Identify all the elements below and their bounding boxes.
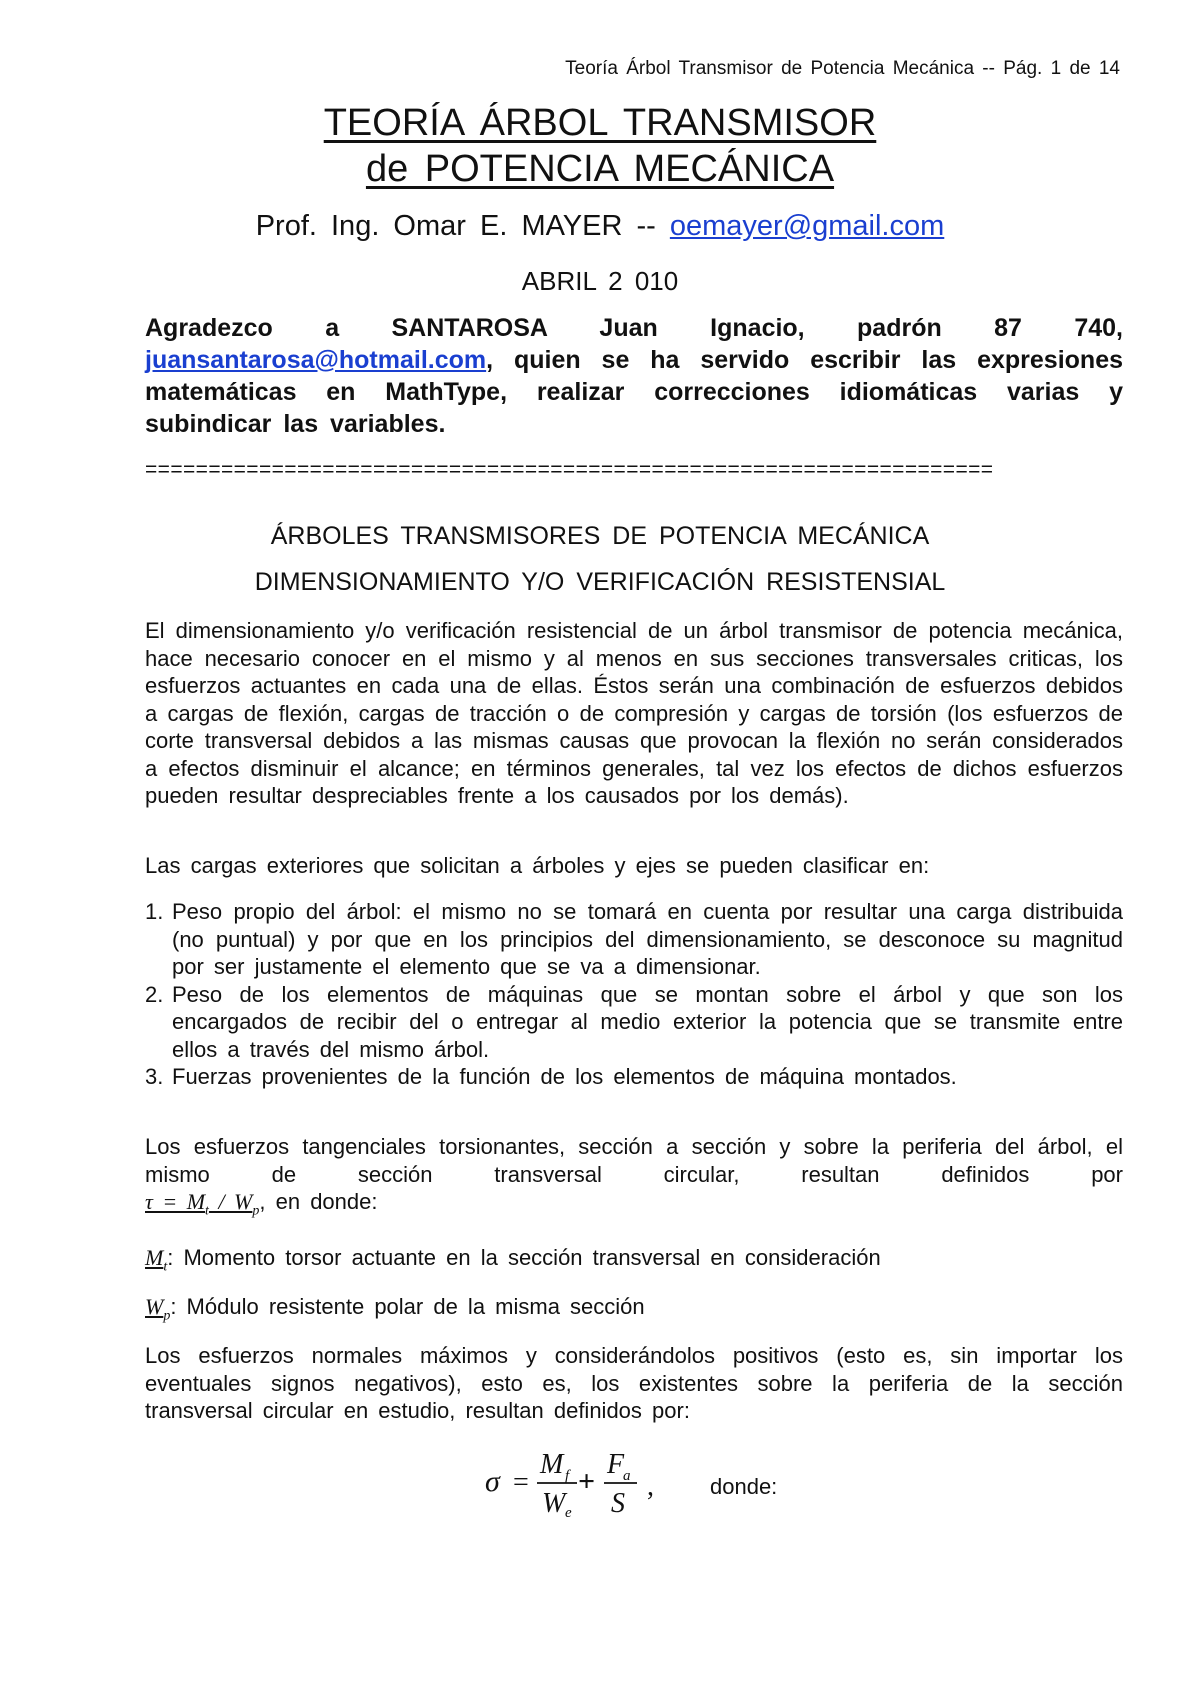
symbol-wp: $W_p$ bbox=[145, 1294, 171, 1324]
denominator-w: W bbox=[542, 1488, 566, 1519]
separator-line: =================================================================== bbox=[145, 458, 994, 481]
section-subtitle: DIMENSIONAMIENTO Y/O VERIFICACIÓN RESISTENSIAL bbox=[254, 568, 946, 596]
list-item-number: 3. bbox=[145, 1064, 164, 1089]
list-item-text: Peso de los elementos de máquinas que se montan sobre el árbol y que son los encargados de recibir del o entregar al medio exterior la potencia que se transmite entre ellos a través del mismo árbol. bbox=[172, 981, 1123, 1062]
list-item-text: Fuerzas provenientes de la función de los elementos de máquina montados. bbox=[172, 1064, 957, 1089]
normal-stress-formula bbox=[485, 1445, 665, 1520]
formula-comma: , bbox=[647, 1471, 654, 1502]
acknowledgement-text-start: Agradezco a SANTAROSA Juan Ignacio, padrón 87 740, bbox=[145, 314, 1123, 342]
loads-list bbox=[145, 898, 1123, 1091]
numerator-m: M bbox=[540, 1449, 564, 1480]
list-item-number: 2. bbox=[145, 981, 164, 1007]
equals-sign: = bbox=[513, 1467, 529, 1498]
subscript-a: a bbox=[623, 1468, 631, 1484]
author-email-link[interactable]: oemayer@gmail.com bbox=[669, 210, 945, 242]
section-title: ÁRBOLES TRANSMISORES DE POTENCIA MECÁNICA bbox=[270, 522, 930, 550]
acknowledgement-paragraph bbox=[145, 312, 1123, 440]
author-line bbox=[0, 210, 1200, 243]
subscript-e: e bbox=[565, 1505, 572, 1520]
definition-wp bbox=[145, 1294, 645, 1324]
list-item-number: 1. bbox=[145, 899, 164, 924]
document-title-line-2: de POTENCIA MECÁNICA bbox=[365, 148, 835, 190]
intro-paragraph: El dimensionamiento y/o verificación resistencial de un árbol transmisor de potencia mecánica, hace necesario conocer en el mismo y al menos en sus secciones transversales criticas, los esfuerzos actuantes en cada una de ellas. Éstos serán una combinación de esfuerzos debidos a cargas de flexión, cargas de tracción o de compresión y cargas de torsión (los esfuerzos de corte transversal debidos a las mismas causas que provocan la flexión no serán considerados a efectos disminuir el alcance; en términos generales, tal vez los efectos de dichos esfuerzos pueden resultar despreciables frente a los causados por los demás). bbox=[145, 618, 1123, 808]
acknowledgement-email-link[interactable]: juansantarosa@hotmail.com bbox=[145, 346, 487, 374]
definition-mt-text: : Momento torsor actuante en la sección transversal en consideración bbox=[167, 1245, 881, 1270]
symbol-mt: $M_t$ bbox=[145, 1245, 168, 1275]
torsion-formula-suffix: , en donde: bbox=[259, 1189, 378, 1214]
torsion-paragraph bbox=[145, 1133, 1123, 1225]
list-item bbox=[145, 898, 1123, 981]
list-item bbox=[145, 981, 1123, 1064]
torsion-formula-line bbox=[145, 1188, 1123, 1225]
acknowledgement-text-end: , quien se ha servido escribir las expresiones matemáticas en MathType, realizar correcciones idiomáticas varias y subindicar las variables. bbox=[145, 346, 1123, 438]
denominator-s: S bbox=[611, 1488, 625, 1519]
page-header: Teoría Árbol Transmisor de Potencia Mecánica -- Pág. 1 de 14 bbox=[565, 58, 1120, 79]
sigma-symbol: σ bbox=[485, 1465, 500, 1498]
list-item-text: Peso propio del árbol: el mismo no se tomará en cuenta por resultar una carga distribuida (no puntual) y por que en los principios del dimensionamiento, se desconoce su magnitud por ser justamente el elemento que se va a dimensionar. bbox=[172, 899, 1123, 979]
formula-donde-label: donde: bbox=[710, 1474, 778, 1499]
document-title-line-1: TEORÍA ÁRBOL TRANSMISOR bbox=[323, 102, 877, 144]
definition-wp-text: : Módulo resistente polar de la misma sección bbox=[170, 1294, 645, 1319]
normal-stress-paragraph: Los esfuerzos normales máximos y considerándolos positivos (esto es, sin importar los eventuales signos negativos), esto es, los existentes sobre la periferia de la sección transversal circular en estudio, resultan definidos por: bbox=[145, 1343, 1123, 1423]
loads-intro-paragraph: Las cargas exteriores que solicitan a árboles y ejes se pueden clasificar en: bbox=[145, 853, 930, 878]
list-item bbox=[145, 1063, 1123, 1091]
subscript-f: f bbox=[565, 1468, 570, 1484]
numerator-f: F bbox=[607, 1449, 625, 1480]
torsion-formula: $\tau = M_t / W_p$ bbox=[145, 1189, 260, 1219]
torsion-paragraph-text: Los esfuerzos tangenciales torsionantes, sección a sección y sobre la periferia del árbol, el mismo de sección transversal circular, resultan definidos por bbox=[145, 1134, 1123, 1187]
document-date: ABRIL 2 010 bbox=[521, 266, 679, 296]
plus-sign: + bbox=[578, 1465, 596, 1498]
author-name: Prof. Ing. Omar E. MAYER -- bbox=[255, 210, 670, 242]
definition-mt bbox=[145, 1245, 881, 1275]
